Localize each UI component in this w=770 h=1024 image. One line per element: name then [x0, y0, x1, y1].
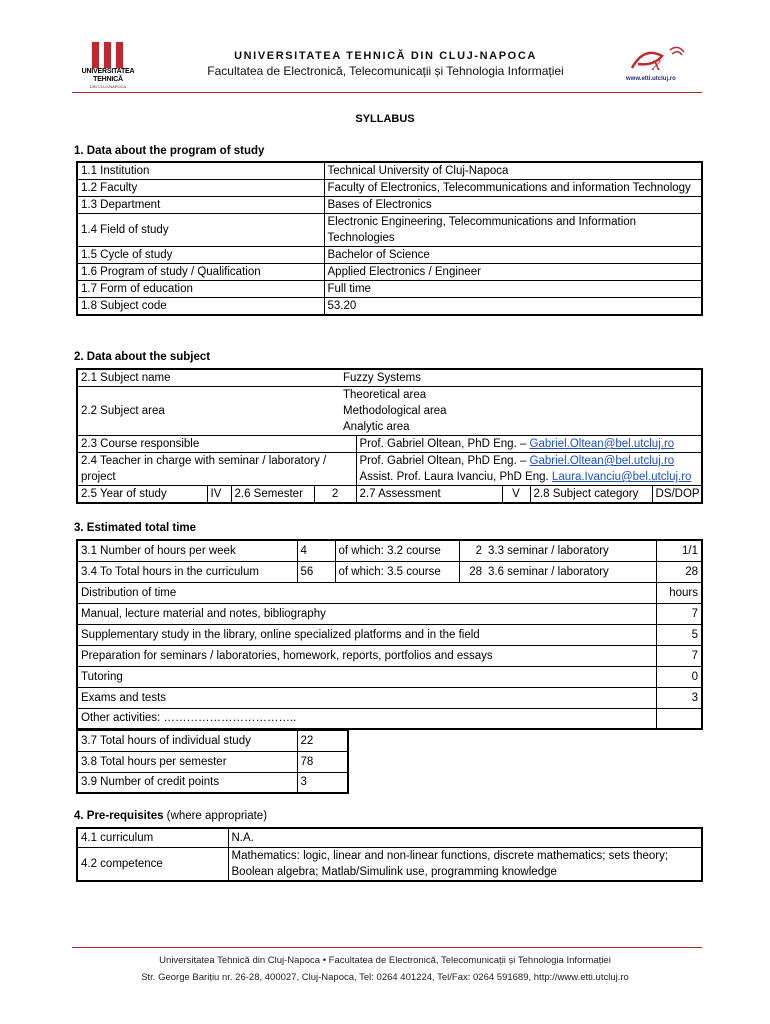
time-table: [76, 539, 703, 730]
section3-heading: 3. Estimated total time: [74, 522, 197, 534]
seminar-total-value: 28: [656, 561, 702, 582]
total-label: 3.9 Number of credit points: [77, 772, 297, 793]
total-value: 3: [297, 772, 348, 793]
distribution-item: Preparation for seminars / laboratories, homework, reports, portfolios and essays: [77, 645, 656, 666]
cell-label: 1.4 Field of study: [77, 214, 324, 247]
assessment-value: V: [502, 486, 530, 504]
section2-heading: 2. Data about the subject: [74, 351, 211, 363]
table-row: [77, 772, 348, 793]
course-responsible-name: Prof. Gabriel Oltean, PhD Eng. –: [359, 438, 530, 450]
etti-logo-icon: [624, 42, 690, 76]
distribution-item: Supplementary study in the library, online specialized platforms and in the field: [77, 624, 656, 645]
course-responsible-value: [356, 436, 702, 453]
svg-text:x: x: [652, 53, 661, 75]
distribution-item: Manual, lecture material and notes, bibliography: [77, 603, 656, 624]
table-row: [77, 730, 348, 751]
distribution-item: Tutoring: [77, 666, 656, 687]
distribution-item: Other activities: ……………………………..: [77, 708, 656, 729]
hours-curriculum-label: 3.4 To Total hours in the curriculum: [77, 561, 297, 582]
table-row: [77, 645, 702, 666]
logo-right-url: www.etti.utcluj.ro: [626, 76, 676, 82]
distribution-unit: hours: [656, 582, 702, 603]
prereq-label: 4.1 curriculum: [77, 828, 228, 847]
cell-label: 1.7 Form of education: [77, 281, 324, 298]
subject-name-label: 2.1 Subject name: [77, 369, 302, 387]
semester-value: 2: [314, 486, 356, 504]
table-row: [77, 162, 702, 180]
distribution-value: 7: [656, 645, 702, 666]
subject-area-item: Theoretical area: [343, 389, 427, 401]
logo-left-text: UNIVERSITATEA: [81, 68, 135, 75]
total-value: 22: [297, 730, 348, 751]
subject-area-label: 2.2 Subject area: [77, 387, 302, 436]
course-total-label: of which: 3.5 course: [335, 561, 459, 582]
table-row: [77, 369, 702, 387]
university-name: UNIVERSITATEA TEHNICĂ DIN CLUJ-NAPOCA: [234, 50, 537, 62]
table-row: [77, 687, 702, 708]
table-row: [77, 436, 702, 453]
prereq-value: Mathematics: logic, linear and non-linear functions, discrete mathematics; sets theory; Boolean algebra; Matlab/Simulink use, programming knowledge: [228, 847, 702, 881]
table-row: [77, 603, 702, 624]
semester-label: 2.6 Semester: [231, 486, 314, 504]
teacher2-email-link[interactable]: Laura.Ivanciu@bel.utcluj.ro: [551, 471, 692, 483]
distribution-value: 0: [656, 666, 702, 687]
cell-value: Full time: [324, 281, 702, 298]
subject-area-item: Analytic area: [343, 421, 410, 433]
section4-heading: [74, 810, 267, 822]
cell-value: Bases of Electronics: [324, 197, 702, 214]
cell-label: 1.3 Department: [77, 197, 324, 214]
subject-area-value: [302, 387, 702, 436]
subject-table: [76, 368, 703, 504]
total-label: 3.7 Total hours of individual study: [77, 730, 297, 751]
table-row: [77, 298, 702, 316]
cell-value: 53.20: [324, 298, 702, 316]
table-row: [77, 828, 702, 847]
teacher1-name: Prof. Gabriel Oltean, PhD Eng. –: [359, 455, 530, 467]
section1-heading: 1. Data about the program of study: [74, 145, 265, 157]
table-row: [77, 247, 702, 264]
year-value: IV: [207, 486, 231, 504]
logo-left-small: DIN CLUJ-NAPOCA: [89, 84, 127, 89]
etti-logo: [624, 42, 690, 88]
footer-line1: Universitatea Tehnică din Cluj-Napoca • Facultatea de Electronică, Telecomunicații și Tehnologia Informației: [159, 955, 611, 966]
distribution-value: [656, 708, 702, 729]
total-value: 78: [297, 751, 348, 772]
table-row: [77, 561, 702, 582]
cell-value: Electronic Engineering, Telecommunications and Information Technologies: [324, 214, 702, 247]
cell-value: Technical University of Cluj-Napoca: [324, 162, 702, 180]
year-label: 2.5 Year of study: [77, 486, 207, 504]
distribution-value: 3: [656, 687, 702, 708]
prereq-label: 4.2 competence: [77, 847, 228, 881]
table-row: [77, 582, 702, 603]
category-label: 2.8 Subject category: [530, 486, 652, 504]
cell-label: 1.5 Cycle of study: [77, 247, 324, 264]
table-row: [77, 751, 348, 772]
teacher2-name: Assist. Prof. Laura Ivanciu, PhD Eng.: [359, 471, 552, 483]
section4-heading-note: (where appropriate): [163, 810, 268, 822]
hours-curriculum-value: 56: [297, 561, 335, 582]
footer-line2: Str. George Barițiu nr. 26-28, 400027, Cluj-Napoca, Tel: 0264 401224, Tel/Fax: 0264 591689, http://www.etti.utcluj.ro: [141, 972, 629, 983]
distribution-value: 7: [656, 603, 702, 624]
distribution-value: 5: [656, 624, 702, 645]
table-row: [77, 453, 702, 486]
seminar-week-label: 3.3 seminar / laboratory: [485, 540, 656, 561]
section4-heading-text: 4. Pre-requisites: [74, 810, 164, 822]
table-row: [77, 180, 702, 197]
program-table: [76, 161, 703, 316]
seminar-week-value: 1/1: [656, 540, 702, 561]
course-week-label: of which: 3.2 course: [335, 540, 459, 561]
hours-week-value: 4: [297, 540, 335, 561]
table-row: [77, 197, 702, 214]
table-row: [77, 540, 702, 561]
category-value: DS/DOP: [652, 486, 702, 504]
cell-value: Faculty of Electronics, Telecommunications and information Technology: [324, 180, 702, 197]
faculty-name: Facultatea de Electronică, Telecomunicații și Tehnologia Informației: [207, 64, 564, 78]
totals-table: [76, 729, 349, 794]
page-header: [0, 0, 770, 100]
seminar-total-label: 3.6 seminar / laboratory: [485, 561, 656, 582]
cell-label: 1.2 Faculty: [77, 180, 324, 197]
cell-value: Applied Electronics / Engineer: [324, 264, 702, 281]
subject-name-value: Fuzzy Systems: [302, 369, 702, 387]
prerequisites-table: [76, 827, 703, 882]
hours-week-label: 3.1 Number of hours per week: [77, 540, 297, 561]
course-total-value: 28: [459, 561, 485, 582]
table-row: [77, 847, 702, 881]
course-responsible-label: 2.3 Course responsible: [77, 436, 356, 453]
total-label: 3.8 Total hours per semester: [77, 751, 297, 772]
distribution-label: Distribution of time: [77, 582, 656, 603]
table-row: [77, 708, 702, 729]
logo-left-text2: TEHNICĂ: [93, 76, 123, 83]
course-week-value: 2: [459, 540, 485, 561]
subject-area-item: Methodological area: [343, 405, 447, 417]
course-responsible-email-link[interactable]: Gabriel.Oltean@bel.utcluj.ro: [529, 438, 675, 450]
prereq-value: N.A.: [228, 828, 702, 847]
teacher1-email-link[interactable]: Gabriel.Oltean@bel.utcluj.ro: [529, 455, 675, 467]
table-row: [77, 666, 702, 687]
cell-value: Bachelor of Science: [324, 247, 702, 264]
table-row: [77, 214, 702, 247]
page-title: SYLLABUS: [355, 113, 415, 125]
table-row: [77, 624, 702, 645]
utcn-logo: [72, 42, 144, 88]
table-row: [77, 281, 702, 298]
cell-label: 1.1 Institution: [77, 162, 324, 180]
distribution-item: Exams and tests: [77, 687, 656, 708]
teacher-value: [356, 453, 702, 486]
table-row: [77, 486, 702, 504]
utcn-logo-mark-icon: [92, 42, 124, 68]
table-row: [77, 387, 702, 436]
header-divider: [72, 92, 702, 93]
table-row: [77, 264, 702, 281]
teacher-label: 2.4 Teacher in charge with seminar / laboratory / project: [77, 453, 356, 486]
cell-label: 1.8 Subject code: [77, 298, 324, 316]
assessment-label: 2.7 Assessment: [356, 486, 502, 504]
footer-divider: [72, 947, 702, 948]
cell-label: 1.6 Program of study / Qualification: [77, 264, 324, 281]
